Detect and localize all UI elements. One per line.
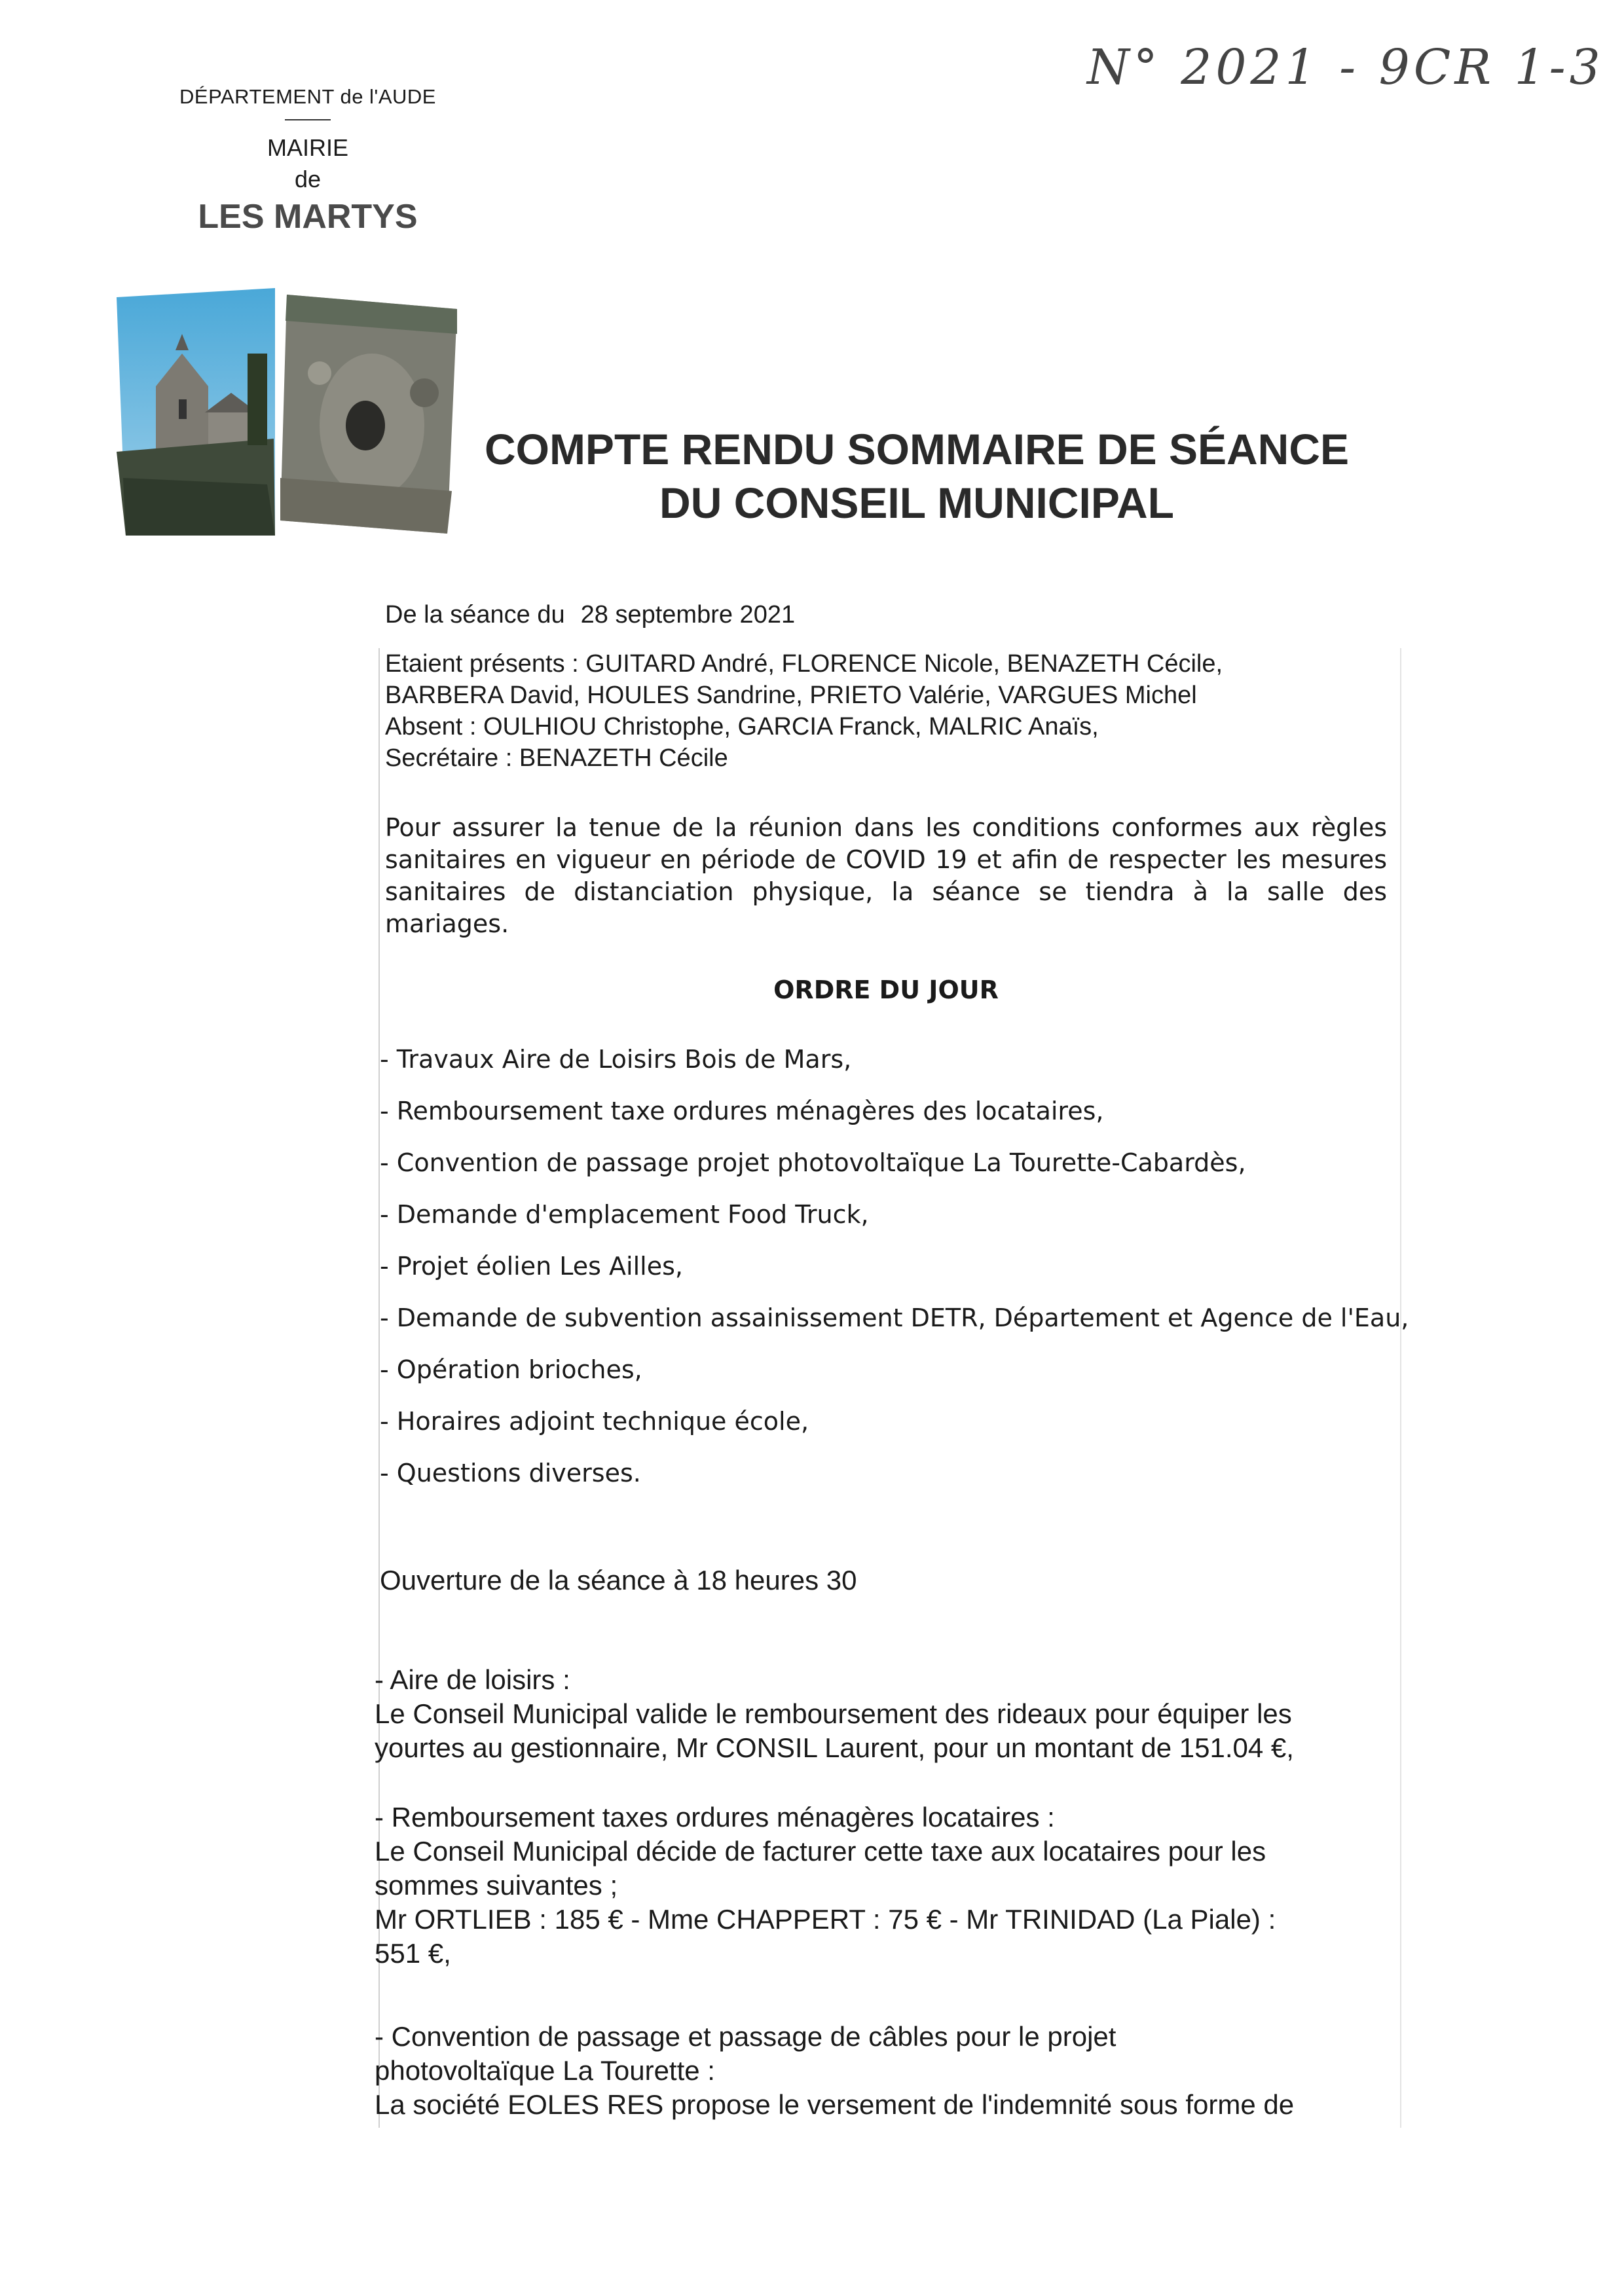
section-convention-passage (375, 2020, 1396, 2122)
section-line: Mr ORTLIEB : 185 € - Mme CHAPPERT : 75 € - Mr TRINIDAD (La Piale) : (375, 1904, 1276, 1935)
agenda-item: - Demande d'emplacement Food Truck, (380, 1200, 869, 1229)
department-name: DÉPARTEMENT de l'AUDE (179, 85, 436, 108)
covid-intro-paragraph: Pour assurer la tenue de la réunion dans les conditions conformes aux règles sanitaires en vigueur en période de COVID 19 et afin de respecter les mesures sanitaires de distanciation physique, la séance se tiendra à la salle des mariages. (385, 813, 1387, 938)
section-line: sommes suivantes ; (375, 1870, 618, 1901)
session-opening: Ouverture de la séance à 18 heures 30 (380, 1565, 857, 1595)
agenda-item: - Demande de subvention assainissement DETR, Département et Agence de l'Eau, (380, 1303, 1409, 1332)
church-photo (117, 288, 275, 536)
section-line: photovoltaïque La Tourette : (375, 2055, 715, 2086)
agenda-item: - Opération brioches, (380, 1355, 642, 1384)
section-heading: - Remboursement taxes ordures ménagères locataires : (375, 1802, 1055, 1832)
section-line: 551 €, (375, 1938, 451, 1969)
agenda-item: - Horaires adjoint technique école, (380, 1407, 809, 1436)
commune-name: LES MARTYS (198, 198, 418, 236)
session-date: 28 septembre 2021 (580, 601, 796, 629)
attendance-block (385, 648, 1393, 774)
session-label: De la séance du (385, 601, 565, 629)
handwritten-reference: N° 2021 - 9CR 1-3 (1087, 39, 1604, 96)
agenda-title: ORDRE DU JOUR (773, 975, 999, 1004)
section-taxes-ordures (375, 1800, 1396, 1971)
absent-members: Absent : OULHIOU Christophe, GARCIA Franck, MALRIC Anaïs, (385, 713, 1099, 740)
section-line: Le Conseil Municipal décide de facturer cette taxe aux locataires pour les (375, 1836, 1266, 1867)
agenda-item: - Convention de passage projet photovoltaïque La Tourette-Cabardès, (380, 1148, 1246, 1177)
section-heading: - Aire de loisirs : (375, 1664, 570, 1695)
letterhead (105, 85, 511, 238)
agenda-item: - Projet éolien Les Ailles, (380, 1252, 683, 1281)
session-date-line (385, 601, 795, 629)
document-title (458, 422, 1375, 530)
section-line: La société EOLES RES propose le versement de l'indemnité sous forme de (375, 2089, 1295, 2120)
present-members-line-1: Etaient présents : GUITARD André, FLORENCE Nicole, BENAZETH Cécile, (385, 650, 1223, 678)
secretary: Secrétaire : BENAZETH Cécile (385, 744, 728, 772)
agenda-item: - Questions diverses. (380, 1459, 641, 1487)
present-members-line-2: BARBERA David, HOULES Sandrine, PRIETO Valérie, VARGUES Michel (385, 682, 1197, 709)
section-aire-de-loisirs (375, 1663, 1396, 1765)
agenda-item: - Travaux Aire de Loisirs Bois de Mars, (380, 1045, 852, 1074)
section-line: Le Conseil Municipal valide le remboursement des rideaux pour équiper les (375, 1698, 1292, 1729)
title-line-2: DU CONSEIL MUNICIPAL (659, 479, 1174, 527)
title-line-1: COMPTE RENDU SOMMAIRE DE SÉANCE (484, 425, 1350, 473)
section-line: yourtes au gestionnaire, Mr CONSIL Laurent, pour un montant de 151.04 €, (375, 1732, 1294, 1763)
agenda-list (380, 1045, 1409, 1510)
mairie-label: MAIRIE (267, 134, 348, 161)
section-heading: - Convention de passage et passage de câbles pour le projet (375, 2021, 1116, 2052)
letterhead-divider (285, 119, 331, 120)
ruin-photo (280, 295, 457, 534)
agenda-item: - Remboursement taxe ordures ménagères des locataires, (380, 1097, 1104, 1125)
mairie-de-label: de (294, 166, 322, 192)
